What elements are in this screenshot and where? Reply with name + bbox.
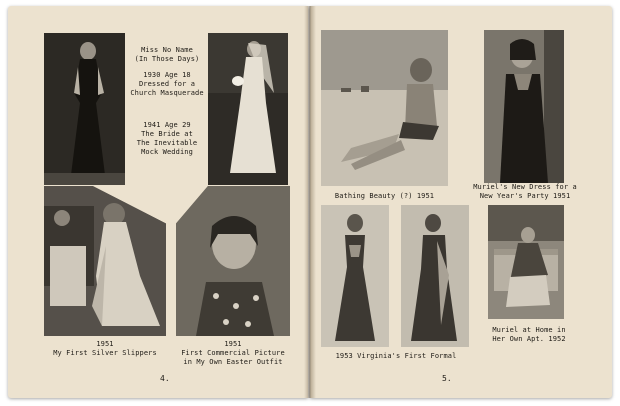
caption-intro: Miss No Name (In Those Days) (134, 46, 200, 63)
photo-masquerade-gown (44, 33, 125, 185)
photo-bride (208, 33, 288, 185)
caption-1941: 1941 Age 29 The Bride at The Inevitable Mock Wedding (136, 121, 198, 156)
page-number-right: 5. (442, 374, 452, 383)
book-gutter (304, 6, 316, 398)
caption-commercial-picture: 1951 First Commercial Picture in My Own Easter Outfit (181, 340, 285, 366)
caption-formal: 1953 Virginia's First Formal (335, 352, 457, 360)
page-number-left: 4. (160, 374, 170, 383)
caption-silver-slippers: 1951 My First Silver Slippers (53, 340, 157, 357)
photo-formal-1 (321, 205, 389, 347)
caption-new-years-dress: Muriel's New Dress for a New Year's Party 1951 (473, 183, 577, 200)
caption-1930: 1930 Age 18 Dressed for a Church Masquerade (130, 71, 204, 97)
photo-new-years-dress (484, 30, 564, 183)
photo-bathing-beauty (321, 30, 448, 186)
caption-bathing-beauty: Bathing Beauty (?) 1951 (334, 192, 435, 200)
photo-muriel-at-home (488, 205, 564, 319)
photo-easter-outfit (176, 186, 290, 336)
caption-muriel-at-home: Muriel at Home in Her Own Apt. 1952 (492, 326, 566, 343)
photo-formal-2 (401, 205, 469, 347)
